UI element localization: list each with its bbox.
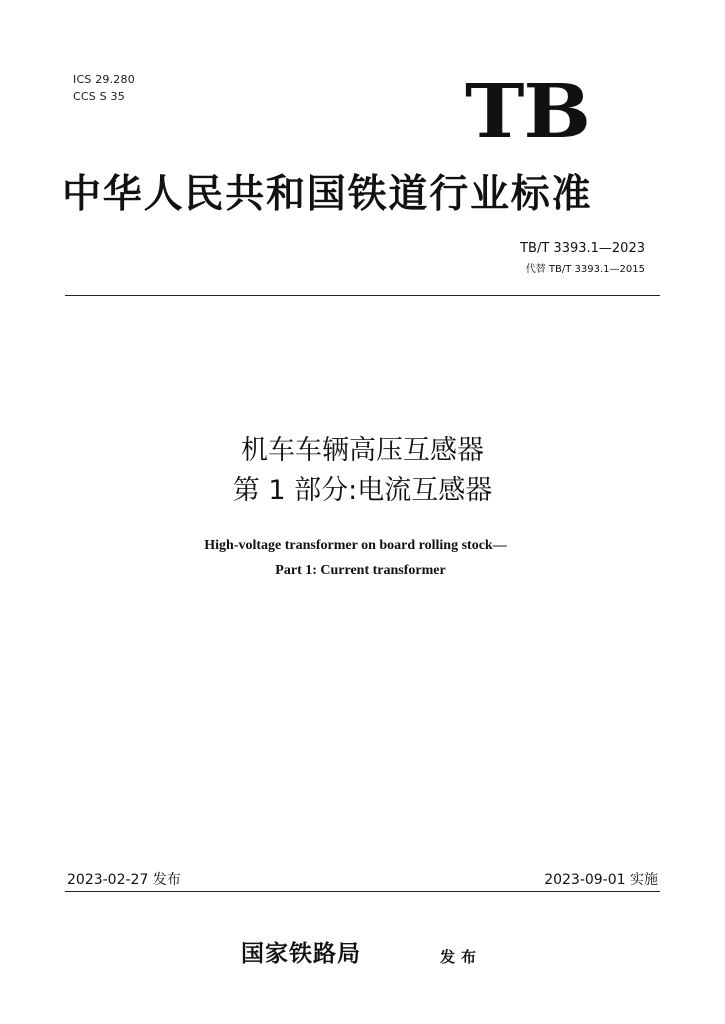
english-title-line-1: High-voltage transformer on board rolling stock— [204,538,507,553]
header-divider [65,295,660,296]
ics-code: ICS 29.280 [73,73,135,86]
publisher-name: 国家铁路局 [241,940,361,967]
standard-number: TB/T 3393.1—2023 [520,241,645,256]
footer-divider [65,891,660,892]
chinese-title-line-1: 机车车辆高压互感器 [241,435,484,466]
ccs-code: CCS S 35 [73,90,125,103]
implementation-date: 2023-09-01 实施 [544,872,658,888]
issue-date: 2023-02-27 发布 [67,872,181,888]
replaced-standard: 代替 TB/T 3393.1—2015 [525,264,645,275]
classification-codes [73,71,135,105]
standard-category-title: 中华人民共和国铁道行业标准 [62,171,593,217]
english-title-line-2: Part 1: Current transformer [275,563,446,578]
publisher-verb: 发布 [440,948,483,966]
tb-logo: TB [465,69,590,155]
chinese-title-line-2: 第 1 部分:电流互感器 [232,475,493,506]
